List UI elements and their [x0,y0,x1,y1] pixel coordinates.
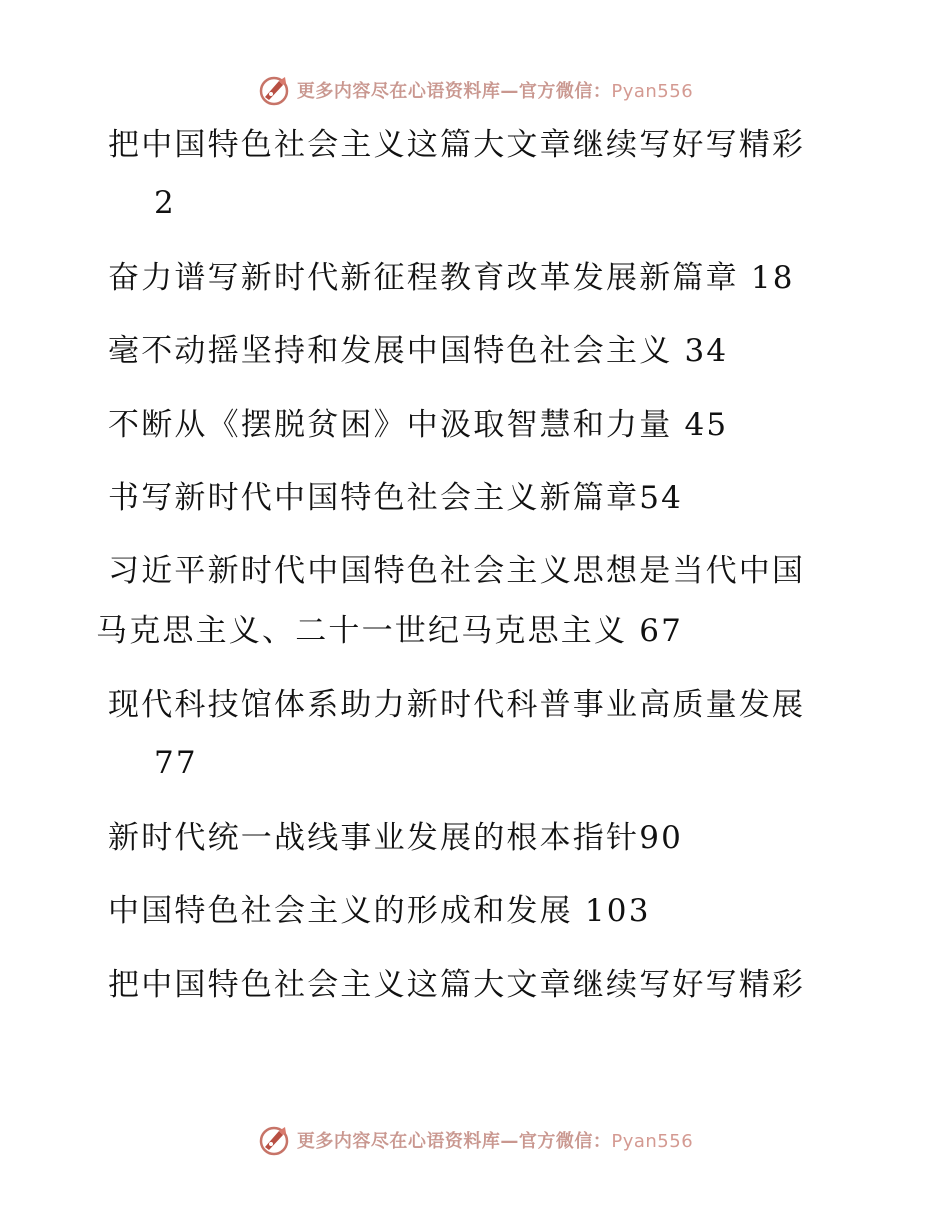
toc-entry-7-line-1[interactable]: 现代科技馆体系助力新时代科普事业高质量发展 [108,687,806,723]
watermark-text: 更多内容尽在心语资料库—官方微信： [296,81,612,102]
toc-entry-10[interactable]: 把中国特色社会主义这篇大文章继续写好写精彩 [108,967,806,1003]
toc-entry-4[interactable]: 不断从《摆脱贫困》中汲取智慧和力量 45 [108,407,729,443]
toc-entry-7-page[interactable]: 77 [154,745,198,781]
toc-entry-1-line-1[interactable]: 把中国特色社会主义这篇大文章继续写好写精彩 [108,127,806,163]
wechat-id: Pyan556 [611,1131,694,1152]
pen-nib-logo-icon [257,1123,291,1157]
toc-entry-9[interactable]: 中国特色社会主义的形成和发展 103 [108,893,651,929]
pen-nib-logo-icon [257,73,291,107]
toc-entry-5[interactable]: 书写新时代中国特色社会主义新篇章54 [108,480,684,516]
footer-watermark [0,1120,950,1160]
toc-entry-1-page[interactable]: 2 [154,185,176,221]
wechat-id: Pyan556 [611,81,694,102]
toc-entry-3[interactable]: 毫不动摇坚持和发展中国特色社会主义 34 [108,333,729,369]
toc-entry-6-line-1[interactable]: 习近平新时代中国特色社会主义思想是当代中国 [108,553,806,589]
toc-entry-6-line-2[interactable]: 马克思主义、二十一世纪马克思主义 67 [96,613,684,649]
toc-entry-2[interactable]: 奋力谱写新时代新征程教育改革发展新篇章 18 [108,260,795,296]
toc-entry-8[interactable]: 新时代统一战线事业发展的根本指针90 [108,820,684,856]
header-watermark [0,70,950,110]
watermark-text: 更多内容尽在心语资料库—官方微信： [296,1131,612,1152]
